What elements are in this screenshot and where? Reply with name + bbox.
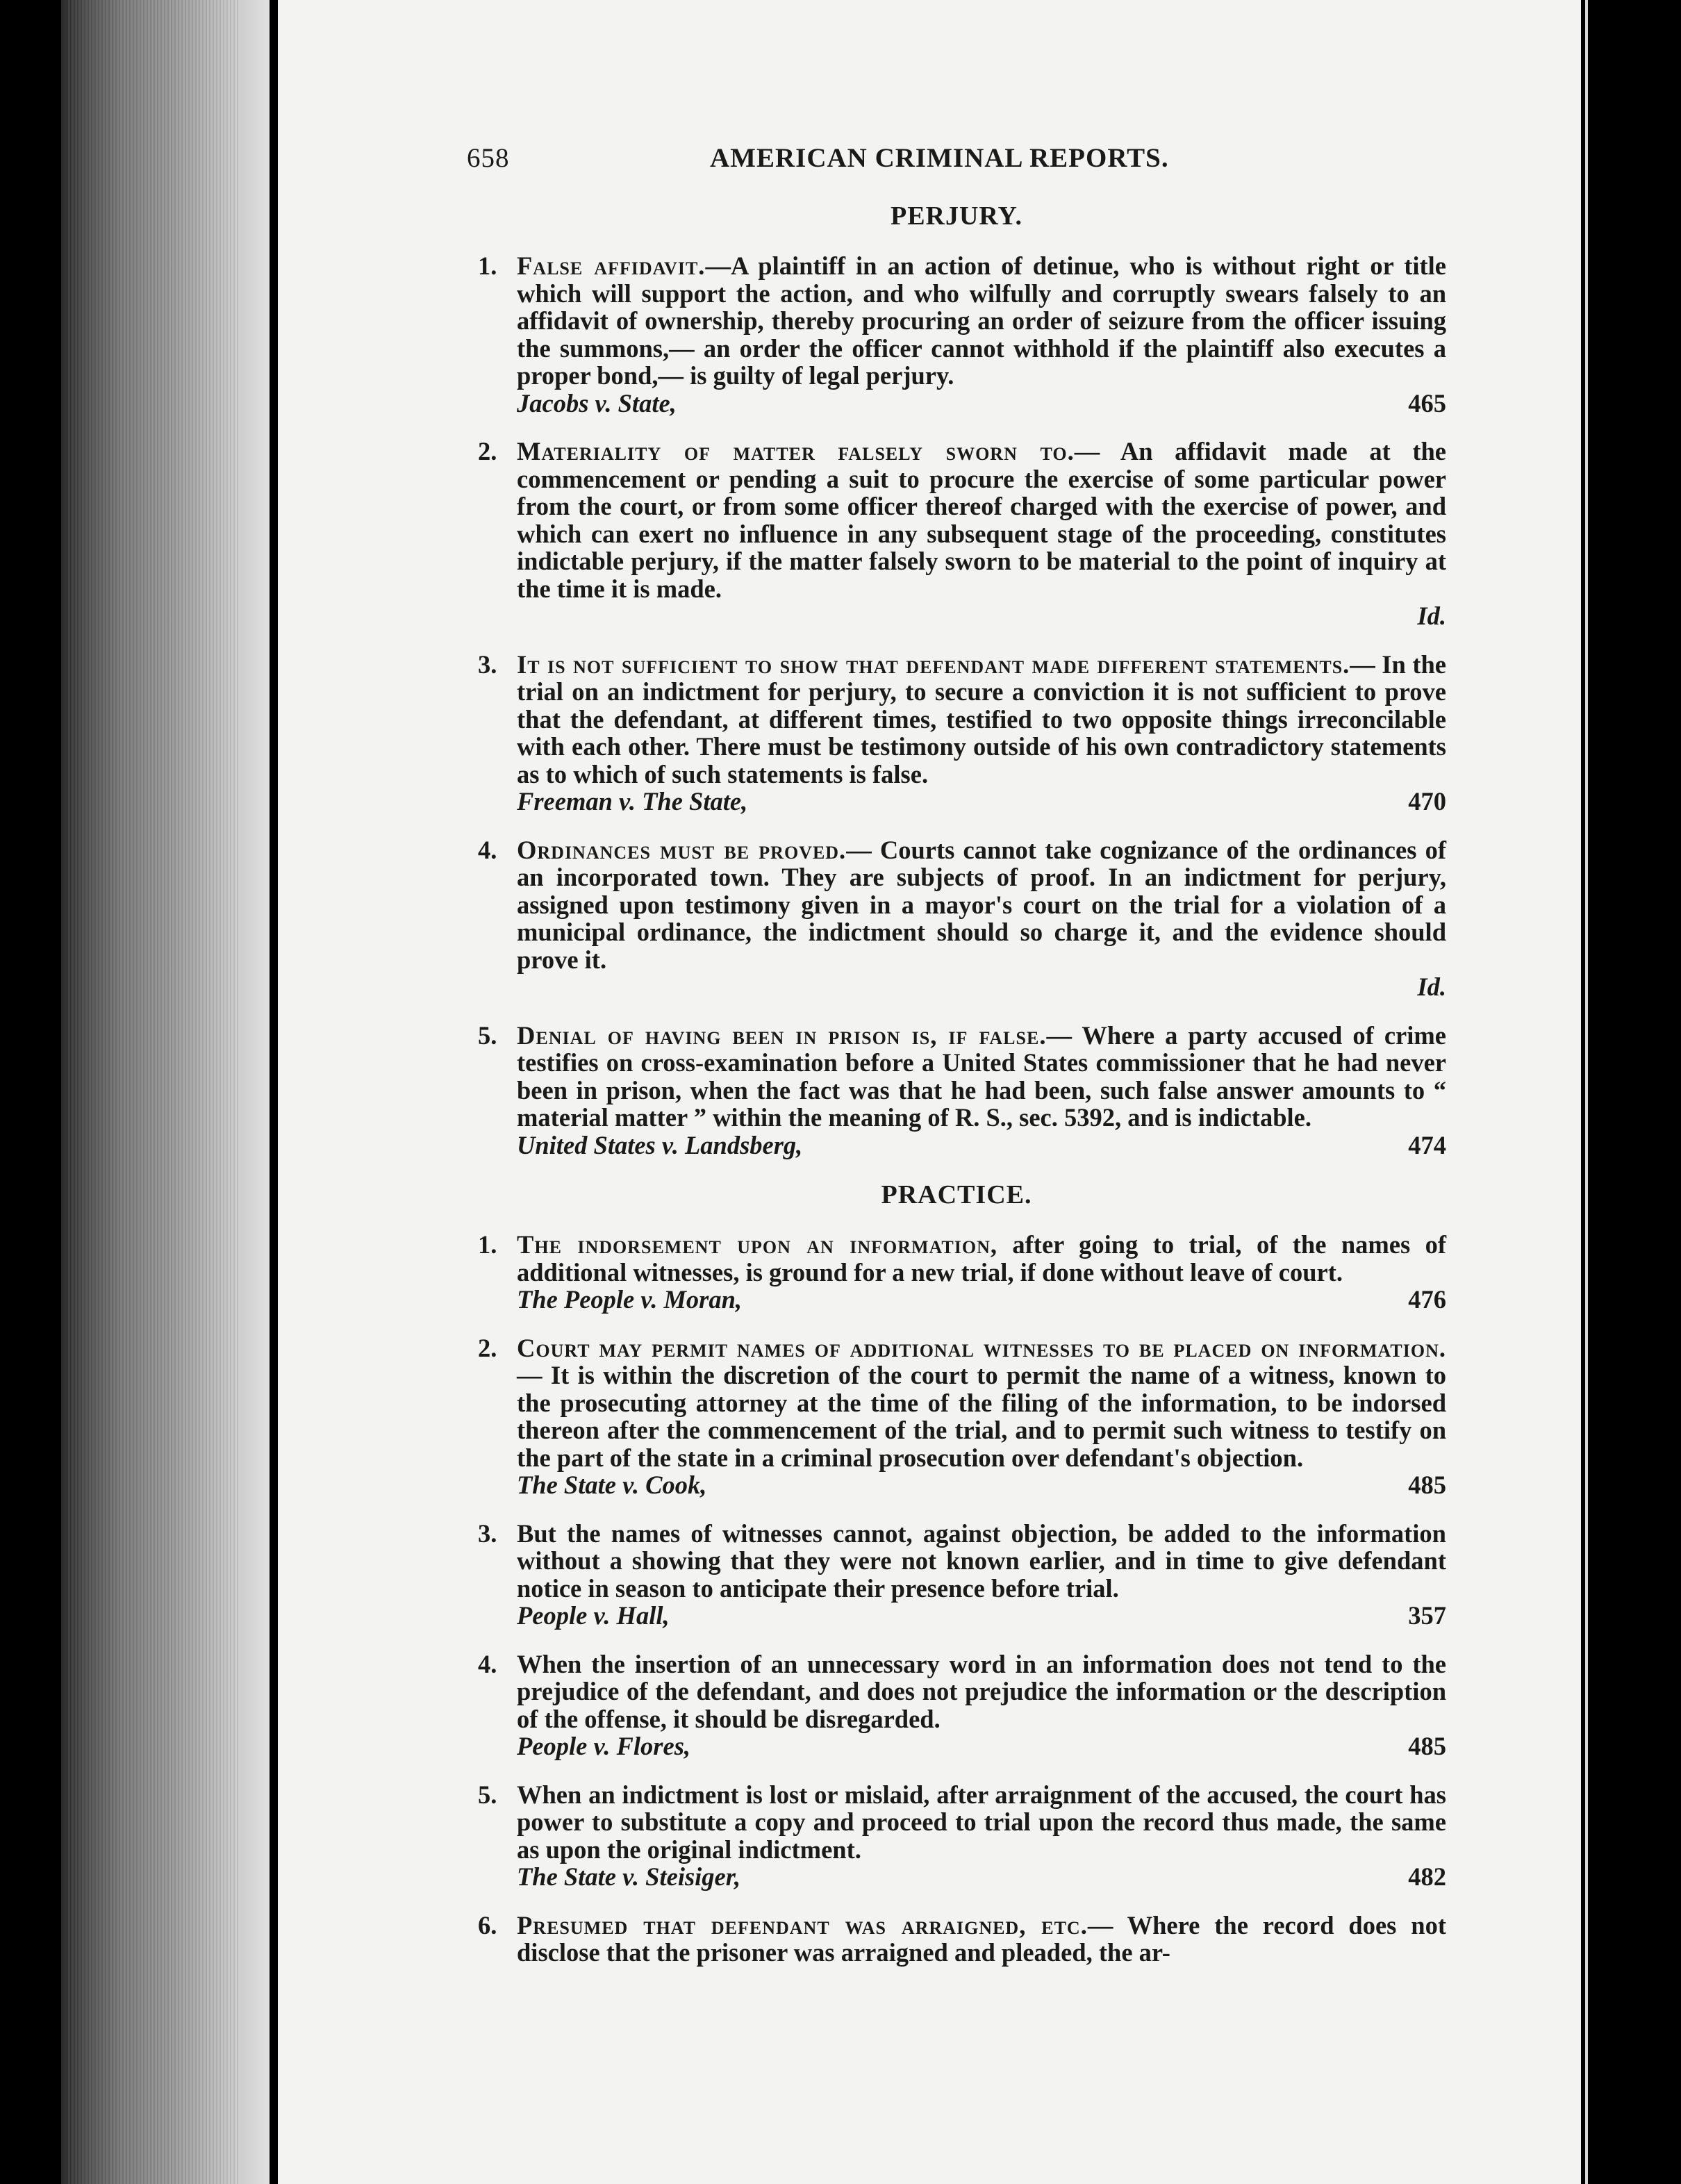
citation-page: 470 (1408, 787, 1446, 816)
entry-body: When the insertion of an unnecessary word in an information does not tend to the prejudice of the defendant, and does not prejudice the information or the description of the offense, it should be disregarded. (517, 1649, 1446, 1733)
entry-heading: Denial of having been in prison is, if false. (517, 1020, 1047, 1050)
case-citation: Freeman v. The State, (517, 787, 748, 816)
citation-row (517, 788, 1446, 816)
entry-number: 4. (478, 835, 497, 864)
citation-page: 485 (1408, 1732, 1446, 1760)
entry-number: 3. (478, 650, 497, 679)
entry-heading: It is not sufficient to show that defendant made different statements. (517, 650, 1350, 679)
entry-number: 2. (478, 437, 497, 465)
entry-body: —A plaintiff in an action of detinue, who is without right or title which will support the action, and who wilfully and corruptly swears falsely to an affidavit of ownership, thereby procuring an order of seizure from the officer issuing the summons,— an order the officer cannot withhold if the plaintiff also executes a proper bond,— is guilty of legal perjury. (517, 251, 1446, 390)
entry-body: — An affidavit made at the commencement or pending a suit to procure the exercise of some particular power from the court, or from some officer thereof charged with the exercise of power, and which can exert no influence in any subsequent stage of the proceeding, constitutes indictable perjury, if the matter falsely sworn to be material to the point of inquiry at the time it is made. (517, 437, 1446, 603)
list-item (467, 651, 1446, 816)
entry-heading: Presumed that defendant was arraigned, etc. (517, 1910, 1088, 1939)
entry-body: — It is within the discretion of the court to permit the name of a witness, known to the prosecuting attorney at the time of the filing of the information, to be indorsed thereon after the commencement of the trial, and to permit such witness to testify on the part of the state in a criminal prosecution over defendant's objection. (517, 1361, 1446, 1472)
entry-body: — Where a party accused of crime testifies on cross-examination before a United States commissioner that he had never been in prison, when the fact was that he had been, such false answer amounts to “ material matter ” within the meaning of R. S., sec. 5392, and is indictable. (517, 1020, 1446, 1132)
citation-row (517, 1132, 1446, 1159)
entry-number: 3. (478, 1519, 497, 1548)
citation-page: 482 (1408, 1862, 1446, 1891)
list-item (467, 1781, 1446, 1891)
entry-body: — Where the record does not disclose that the prisoner was arraigned and pleaded, the ar- (517, 1910, 1446, 1967)
list-item (467, 1651, 1446, 1760)
list-item (467, 252, 1446, 417)
entry-heading: False affidavit. (517, 251, 706, 280)
entry-heading: Ordinances must be proved. (517, 835, 847, 864)
case-citation: United States v. Landsberg, (517, 1130, 803, 1159)
facing-page-edge-line (1585, 0, 1588, 2184)
citation-row (517, 1286, 1446, 1314)
citation-page: 476 (1408, 1285, 1446, 1314)
entry-body: But the names of witnesses cannot, against objection, be added to the information without a showing that they were not known earlier, and in time to give defendant notice in season to anticipate their presence before trial. (517, 1519, 1446, 1603)
entry-number: 1. (478, 1230, 497, 1259)
page-number: 658 (467, 143, 510, 173)
case-citation: Id. (1417, 602, 1446, 630)
entry-number: 4. (478, 1649, 497, 1678)
page-edges (67, 0, 240, 2184)
citation-row (517, 1732, 1446, 1760)
entry-number: 6. (478, 1910, 497, 1939)
citation-page: 465 (1408, 388, 1446, 417)
list-item (467, 1231, 1446, 1314)
case-citation: The State v. Steisiger, (517, 1862, 741, 1891)
section-title-perjury: PERJURY. (890, 201, 1022, 231)
entry-number: 1. (478, 251, 497, 280)
case-citation: Id. (1417, 973, 1446, 1001)
citation-row (517, 1602, 1446, 1630)
list-item (467, 1912, 1446, 1967)
citation-row (517, 602, 1446, 630)
citation-row (517, 1863, 1446, 1891)
case-citation: Jacobs v. State, (517, 388, 677, 417)
list-item (467, 1022, 1446, 1159)
case-citation: People v. Hall, (517, 1601, 670, 1630)
running-title: AMERICAN CRIMINAL REPORTS. (710, 143, 1169, 173)
citation-page: 357 (1408, 1601, 1446, 1630)
citation-row (517, 1471, 1446, 1499)
entry-body: — In the trial on an indictment for perjury, to secure a conviction it is not sufficient to prove that the defendant, at different times, testified to two opposite things irreconcilable with each other. There must be testimony outside of his own contradictory statements as to which of such statements is false. (517, 650, 1446, 788)
case-citation: The People v. Moran, (517, 1285, 743, 1314)
entry-heading: The indorsement upon an information, (517, 1230, 997, 1259)
facing-page-edge (1575, 0, 1581, 2184)
entry-number: 5. (478, 1020, 497, 1050)
list-item (467, 1334, 1446, 1499)
entry-number: 2. (478, 1333, 497, 1362)
citation-page: 485 (1408, 1471, 1446, 1499)
citation-row (517, 390, 1446, 417)
entry-heading: Court may permit names of additional witnesses to be placed on information. (517, 1333, 1446, 1362)
citation-page: 474 (1408, 1130, 1446, 1159)
entry-body: — Courts cannot take cognizance of the ordinances of an incorporated town. They are subjects of proof. In an indictment for perjury, assigned upon testimony given in a mayor's court on the trial for a violation of a municipal ordinance, the indictment should so charge it, and the evidence should prove it. (517, 835, 1446, 974)
list-item (467, 1520, 1446, 1630)
running-header (467, 142, 1446, 184)
page-content (467, 142, 1446, 1987)
case-citation: People v. Flores, (517, 1732, 691, 1760)
entry-number: 5. (478, 1780, 497, 1809)
list-item (467, 438, 1446, 630)
section-title-practice: PRACTICE. (881, 1180, 1032, 1209)
entry-body: When an indictment is lost or mislaid, after arraignment of the accused, the court has power to substitute a copy and proceed to trial upon the record thus made, the same as upon the original indictment. (517, 1780, 1446, 1864)
list-item (467, 836, 1446, 1001)
entry-body: after going to trial, of the names of additional witnesses, is ground for a new trial, if done without leave of court. (517, 1230, 1446, 1287)
entry-heading: Materiality of matter falsely sworn to. (517, 437, 1075, 465)
case-citation: The State v. Cook, (517, 1471, 707, 1499)
citation-row (517, 973, 1446, 1001)
